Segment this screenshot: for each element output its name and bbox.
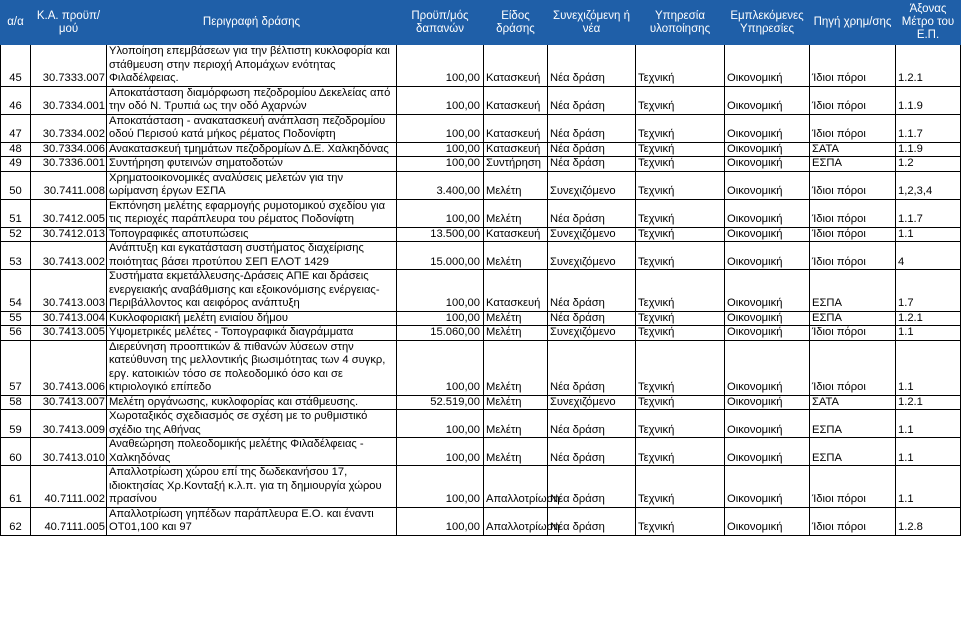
cell-continuing: Νέα δράση [548,114,636,142]
cell-service: Τεχνική [636,171,725,199]
table-row [1,171,961,199]
cell-involved: Οικονομική [725,157,810,172]
cell-axis: 1.1.7 [896,114,961,142]
cell-type: Συντήρηση [484,157,548,172]
cell-budget: 100,00 [397,466,484,508]
cell-budget: 100,00 [397,157,484,172]
table-row [1,242,961,270]
cell-budget: 15.000,00 [397,242,484,270]
cell-type: Κατασκευή [484,270,548,312]
cell-budget: 100,00 [397,86,484,114]
cell-involved: Οικονομική [725,438,810,466]
table-row [1,340,961,395]
cell-source: Ίδιοι πόροι [810,227,896,242]
cell-axis: 1.1.9 [896,86,961,114]
cell-aa: 62 [1,507,31,535]
table-row [1,86,961,114]
table-row [1,311,961,326]
cell-type: Απαλλοτρίωση [484,466,548,508]
cell-aa: 52 [1,227,31,242]
cell-involved: Οικονομική [725,326,810,341]
cell-service: Τεχνική [636,395,725,410]
cell-code: 30.7413.002 [31,242,107,270]
header-description: Περιγραφή δράσης [107,1,397,45]
table-body [1,45,961,536]
header-involved: Εμπλεκόμενες Υπηρεσίες [725,1,810,45]
cell-aa: 55 [1,311,31,326]
cell-aa: 51 [1,199,31,227]
cell-description: Ανάπτυξη και εγκατάσταση συστήματος διαχείρισης ποιότητας βάσει προτύπου ΣΕΠ ΕΛΟΤ 1429 [107,242,397,270]
table-header [1,1,961,45]
cell-axis: 1,2,3,4 [896,171,961,199]
cell-service: Τεχνική [636,340,725,395]
table-row [1,410,961,438]
cell-code: 40.7111.005 [31,507,107,535]
cell-description: Τοπογραφικές αποτυπώσεις [107,227,397,242]
cell-source: ΕΣΠΑ [810,311,896,326]
cell-budget: 100,00 [397,507,484,535]
cell-description: Απαλλοτρίωση χώρου επί της δωδεκανήσου 17, ιδιοκτησίας Χρ.Κονταξή κ.λ.π. για τη δημιουργία χώρου πρασίνου [107,466,397,508]
table-row [1,199,961,227]
cell-source: ΕΣΠΑ [810,270,896,312]
cell-budget: 52.519,00 [397,395,484,410]
cell-continuing: Νέα δράση [548,438,636,466]
cell-service: Τεχνική [636,142,725,157]
cell-type: Μελέτη [484,171,548,199]
cell-continuing: Νέα δράση [548,45,636,87]
cell-source: Ίδιοι πόροι [810,466,896,508]
cell-axis: 1.2.1 [896,311,961,326]
cell-involved: Οικονομική [725,227,810,242]
table-row [1,142,961,157]
cell-description: Χωροταξικός σχεδιασμός σε σχέση με το ρυθμιστικό σχέδιο της Αθήνας [107,410,397,438]
cell-axis: 1.2 [896,157,961,172]
cell-aa: 53 [1,242,31,270]
cell-service: Τεχνική [636,410,725,438]
cell-budget: 100,00 [397,438,484,466]
cell-description: Μελέτη οργάνωσης, κυκλοφορίας και στάθμευσης. [107,395,397,410]
cell-budget: 100,00 [397,270,484,312]
cell-description: Κυκλοφοριακή μελέτη ενιαίου δήμου [107,311,397,326]
cell-aa: 57 [1,340,31,395]
cell-budget: 100,00 [397,199,484,227]
cell-type: Κατασκευή [484,45,548,87]
cell-continuing: Νέα δράση [548,199,636,227]
cell-source: Ίδιοι πόροι [810,242,896,270]
cell-service: Τεχνική [636,507,725,535]
cell-service: Τεχνική [636,227,725,242]
cell-continuing: Νέα δράση [548,142,636,157]
table-row [1,395,961,410]
cell-involved: Οικονομική [725,86,810,114]
header-code: Κ.Α. προϋπ/μού [31,1,107,45]
cell-aa: 46 [1,86,31,114]
header-aa: α/α [1,1,31,45]
cell-axis: 1.2.8 [896,507,961,535]
cell-source: Ίδιοι πόροι [810,507,896,535]
cell-aa: 58 [1,395,31,410]
cell-axis: 1.1 [896,326,961,341]
cell-budget: 100,00 [397,340,484,395]
cell-source: Ίδιοι πόροι [810,199,896,227]
cell-description: Αποκατάσταση διαμόρφωση πεζοδρομίου Δεκελείας από την οδό Ν. Τρυπιά ως την οδό Αχαρνών [107,86,397,114]
cell-code: 30.7411.008 [31,171,107,199]
cell-involved: Οικονομική [725,142,810,157]
cell-type: Μελέτη [484,311,548,326]
cell-description: Διερεύνηση προοπτικών & πιθανών λύσεων στην κατεύθυνση της μελλοντικής βιωσιμότητας των 4 συγκρ, εργ. κατοικιών τόσο σε πολεοδομικό όσο και σε κτιριολογικό επίπεδο [107,340,397,395]
cell-code: 30.7333.007 [31,45,107,87]
cell-involved: Οικονομική [725,45,810,87]
cell-type: Μελέτη [484,410,548,438]
cell-code: 30.7413.006 [31,340,107,395]
cell-code: 30.7334.002 [31,114,107,142]
table-row [1,507,961,535]
cell-involved: Οικονομική [725,340,810,395]
header-axis: Άξονας Μέτρο του Ε.Π. [896,1,961,45]
cell-service: Τεχνική [636,45,725,87]
cell-axis: 4 [896,242,961,270]
cell-aa: 56 [1,326,31,341]
header-continuing: Συνεχιζόμενη ή νέα [548,1,636,45]
header-type: Είδος δράσης [484,1,548,45]
cell-continuing: Νέα δράση [548,311,636,326]
cell-code: 30.7413.004 [31,311,107,326]
cell-description: Υψομετρικές μελέτες - Τοπογραφικά διαγράμματα [107,326,397,341]
cell-involved: Οικονομική [725,395,810,410]
cell-continuing: Συνεχιζόμενο [548,326,636,341]
cell-axis: 1.1 [896,227,961,242]
cell-code: 40.7111.002 [31,466,107,508]
cell-axis: 1.1.9 [896,142,961,157]
cell-budget: 15.060,00 [397,326,484,341]
cell-budget: 100,00 [397,410,484,438]
cell-aa: 48 [1,142,31,157]
cell-continuing: Νέα δράση [548,410,636,438]
header-service: Υπηρεσία υλοποίησης [636,1,725,45]
cell-service: Τεχνική [636,466,725,508]
cell-budget: 100,00 [397,311,484,326]
cell-continuing: Νέα δράση [548,86,636,114]
cell-description: Συστήματα εκμετάλλευσης-Δράσεις ΑΠΕ και δράσεις ενεργειακής αναβάθμισης και εξοικονόμισης ενέργειας-Περιβάλλοντος και αειφόρος ανάπτυξη [107,270,397,312]
cell-service: Τεχνική [636,438,725,466]
cell-source: ΕΣΠΑ [810,410,896,438]
cell-type: Μελέτη [484,340,548,395]
cell-service: Τεχνική [636,242,725,270]
cell-budget: 100,00 [397,114,484,142]
cell-code: 30.7413.007 [31,395,107,410]
cell-type: Απαλλοτρίωση [484,507,548,535]
cell-budget: 13.500,00 [397,227,484,242]
cell-involved: Οικονομική [725,466,810,508]
cell-aa: 59 [1,410,31,438]
cell-budget: 100,00 [397,45,484,87]
cell-code: 30.7413.010 [31,438,107,466]
cell-service: Τεχνική [636,326,725,341]
cell-continuing: Νέα δράση [548,340,636,395]
table-row [1,157,961,172]
cell-budget: 3.400,00 [397,171,484,199]
cell-code: 30.7413.009 [31,410,107,438]
table-row [1,466,961,508]
cell-aa: 45 [1,45,31,87]
cell-code: 30.7412.005 [31,199,107,227]
cell-code: 30.7413.005 [31,326,107,341]
cell-aa: 47 [1,114,31,142]
cell-type: Κατασκευή [484,114,548,142]
cell-service: Τεχνική [636,114,725,142]
cell-involved: Οικονομική [725,171,810,199]
cell-continuing: Νέα δράση [548,157,636,172]
cell-type: Κατασκευή [484,142,548,157]
cell-service: Τεχνική [636,311,725,326]
cell-type: Μελέτη [484,326,548,341]
table-row [1,114,961,142]
cell-source: ΣΑΤΑ [810,395,896,410]
cell-description: Αποκατάσταση - ανακατασκευή ανάπλαση πεζοδρομίου οδού Περισού κατά μήκος ρέματος Ποδονίφτη [107,114,397,142]
cell-continuing: Συνεχιζόμενο [548,171,636,199]
cell-type: Μελέτη [484,395,548,410]
cell-service: Τεχνική [636,157,725,172]
table-row [1,45,961,87]
cell-source: Ίδιοι πόροι [810,114,896,142]
cell-source: Ίδιοι πόροι [810,171,896,199]
cell-axis: 1.1.7 [896,199,961,227]
cell-type: Μελέτη [484,242,548,270]
cell-type: Μελέτη [484,199,548,227]
cell-axis: 1.1 [896,438,961,466]
cell-involved: Οικονομική [725,114,810,142]
cell-continuing: Συνεχιζόμενο [548,395,636,410]
cell-involved: Οικονομική [725,199,810,227]
cell-code: 30.7413.003 [31,270,107,312]
cell-involved: Οικονομική [725,270,810,312]
cell-description: Υλοποίηση επεμβάσεων για την βέλτιστη κυκλοφορία και στάθμευση στην περιοχή Απομάχων ενότητας Φιλαδέλφειας. [107,45,397,87]
cell-code: 30.7334.006 [31,142,107,157]
cell-description: Εκπόνηση μελέτης εφαρμογής ρυμοτομικού σχεδίου για τις περιοχές παράπλευρα του ρέματος Ποδονίφτη [107,199,397,227]
table-row [1,227,961,242]
cell-description: Συντήρηση φυτεινών σηματοδοτών [107,157,397,172]
cell-continuing: Συνεχιζόμενο [548,242,636,270]
cell-type: Μελέτη [484,438,548,466]
cell-involved: Οικονομική [725,507,810,535]
cell-axis: 1.1 [896,466,961,508]
cell-type: Κατασκευή [484,86,548,114]
cell-description: Ανακατασκευή τμημάτων πεζοδρομίων Δ.Ε. Χαλκηδόνας [107,142,397,157]
cell-involved: Οικονομική [725,410,810,438]
cell-source: Ίδιοι πόροι [810,86,896,114]
cell-axis: 1.7 [896,270,961,312]
cell-service: Τεχνική [636,270,725,312]
cell-type: Κατασκευή [484,227,548,242]
header-budget: Προϋπ/μός δαπανών [397,1,484,45]
cell-continuing: Νέα δράση [548,270,636,312]
cell-continuing: Νέα δράση [548,466,636,508]
cell-code: 30.7412.013 [31,227,107,242]
cell-continuing: Νέα δράση [548,507,636,535]
cell-aa: 49 [1,157,31,172]
cell-source: ΕΣΠΑ [810,157,896,172]
header-source: Πηγή χρημ/σης [810,1,896,45]
cell-aa: 61 [1,466,31,508]
cell-continuing: Συνεχιζόμενο [548,227,636,242]
cell-code: 30.7334.001 [31,86,107,114]
cell-service: Τεχνική [636,199,725,227]
cell-axis: 1.2.1 [896,45,961,87]
cell-involved: Οικονομική [725,311,810,326]
cell-source: Ίδιοι πόροι [810,340,896,395]
cell-source: ΕΣΠΑ [810,438,896,466]
cell-aa: 54 [1,270,31,312]
cell-code: 30.7336.001 [31,157,107,172]
cell-budget: 100,00 [397,142,484,157]
cell-source: Ίδιοι πόροι [810,45,896,87]
table-row [1,438,961,466]
cell-description: Αναθεώρηση πολεοδομικής μελέτης Φιλαδέλφειας - Χαλκηδόνας [107,438,397,466]
cell-axis: 1.1 [896,410,961,438]
table-row [1,270,961,312]
cell-service: Τεχνική [636,86,725,114]
cell-axis: 1.1 [896,340,961,395]
cell-source: Ίδιοι πόροι [810,326,896,341]
cell-aa: 50 [1,171,31,199]
table-row [1,326,961,341]
cell-involved: Οικονομική [725,242,810,270]
cell-axis: 1.2.1 [896,395,961,410]
cell-aa: 60 [1,438,31,466]
cell-description: Χρηματοοικονομικές αναλύσεις μελετών για την ωρίμανση έργων ΕΣΠΑ [107,171,397,199]
cell-description: Απαλλοτρίωση γηπέδων παράπλευρα Ε.Ο. και έναντι ΟΤ01,100 και 97 [107,507,397,535]
cell-source: ΣΑΤΑ [810,142,896,157]
